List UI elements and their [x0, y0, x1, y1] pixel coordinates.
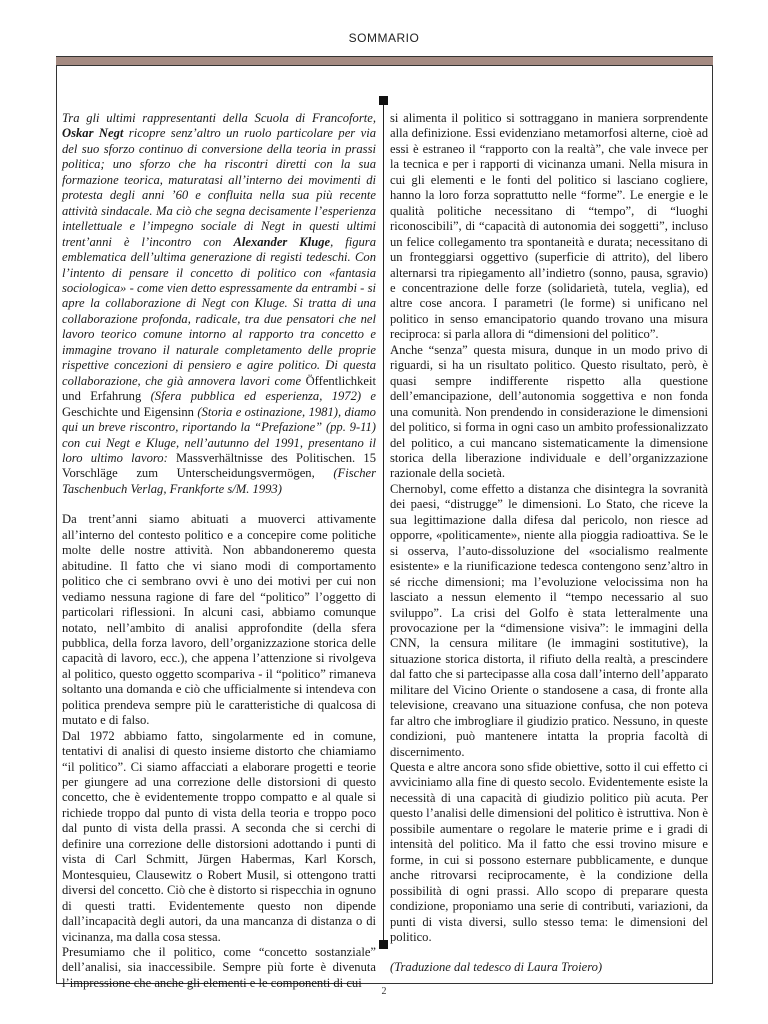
body-paragraph-7: Questa e altre ancora sono sfide obiettive, sotto il cui effetto ci avviciniamo alla fine di questo secolo. Evidentemente esiste la necessità di una capacità di giudizio politico più acuta. Per questo l’analisi delle dimensioni del politico è istruttiva. Non è possibile aumentare o regolare le materie prime e i gradi di intensità del politico. Ma il fatto che essi trovino misure e forme, in cui si possono esternare pubblicamente, e dunque anche ritrovarsi reciprocamente, è la condizione della possibilità di ogni prassi. Allo scopo di preparare questa condizione, proponiamo una serie di contributi, variazioni, da punti di vista diversi, sullo stesso tema: le dimensioni del politico.: [390, 760, 708, 945]
intro-run: Massverhältnisse des Politischen. 15 Vorschläge zum Unterscheidungsvermögen: [62, 450, 376, 481]
right-column: [390, 111, 708, 976]
intro-run: Oskar Negt: [62, 126, 124, 141]
intro-paragraph: [62, 111, 376, 497]
intro-run: (Sfera pubblica ed esperienza, 1972) e: [141, 389, 377, 404]
body-paragraph-6: Chernobyl, come effetto a distanza che disintegra la sovranità dei paesi, “distrugge” le dimensioni. Lo Stato, che riceve la sua legittimazione dalla difesa dal pericolo, non riesce ad opporre, «politicamente», niente alla pioggia radioattiva. Se le si osserva, l’auto-dissoluzione del «socialismo realmente esistente» e la riunificazione tedesca contengono senz’altro in sé ricche dimensioni; ma l’evoluzione velocissima non ha lasciato a nessun elemento il “tempo necessario al suo sviluppo”. La crisi del Golfo è stata letteralmente una provocazione per la “dimensione visiva”: le immagini della CNN, la censura militare (le immagini sostitutive), la situazione storica distorta, il rifiuto della realtà, a prescindere dal fatto che si partecipasse alla cosa dall’interno dell’apparato militare del Vicino Oriente o standosene a casa, di fronte alla televisione, creavano una situazione confusa, che non poteva far altro che imbrogliare il giudizio pratico. Nessuno, in queste condizioni, può mantenere intatta la propria facoltà di discernimento.: [390, 481, 708, 759]
body-paragraph-2: Dal 1972 abbiamo fatto, singolarmente ed in comune, tentativi di analisi di questo insieme distorto che chiamiamo “il politico”. Ci siamo affacciati a elaborare progetti e teorie per giungere ad una correzione delle distorsioni di questo concetto, che è evidentemente troppo compatto e al quale si richiede troppo dal punto di vista della teoria e troppo poco dal punto di vista della prassi. A seconda che si cerchi di definire una correzione delle distorsioni adottando i punti di vista di Carl Schmitt, Jürgen Habermas, Karl Korsch, Montesquieu, Clausewitz o Robert Musil, si ottengono tratti diversi del concetto. Ciò che è distorto si rispecchia in ognuno di questi tratti. Evidentemente questo non dipende dall’incapacità degli autori, da una mancanza di distanza o di vicinanza, ma dalla cosa stessa.: [62, 728, 376, 944]
body-paragraph-4: si alimenta il politico si sottraggano in maniera sorprendente alla definizione. Essi evidenziano metamorfosi alterne, cioè ad essi è estraneo il “rapporto con la realtà”, che vale invece per la tecnica e per i rapporti di vicinanza umani. Nella misura in cui gli elementi e le fonti del politico si lasciano cogliere, hanno la loro forza soprattutto nelle “forme”. Le energie e le qualità politiche necessitano di “tempo”, di “luoghi riconoscibili”, di “capacità di autonomia dei soggetti”, incluso un felice collegamento tra spontaneità e durata; necessitano di un fronteggiarsi oggettivo (superficie di attrito), del libero alternarsi tra ripiegamento all’indietro (sonno, pausa, sgravio) e concentrazione delle forze (solidarietà, tutela, veglia), ed altre cose ancora. I parametri (le forme) si unificano nel politico in senso emancipatorio quando trovano una misura reciproca: si parla allora di “dimensioni del politico”.: [390, 111, 708, 342]
translation-note: (Traduzione dal tedesco di Laura Troiero): [390, 960, 603, 975]
intro-run: , (Fischer Taschenbuch Verlag, Frankforte s/M. 1993): [62, 466, 376, 496]
body-paragraph-5: Anche “senza” questa misura, dunque in un modo privo di riguardi, si ha un risultato politico. Questo risultato, però, è quasi sempre indifferente rispetto alla questione dell’emancipazione, dell’autonomia soggettiva e non fonda una comunità. Non prendendo in considerazione le dimensioni del politico, si forma in ogni caso un ambito professionalizzato del politico, a cui mancano sistematicamente la dimensione storica della liberazione individuale e dell’organizzazione razionale della società.: [390, 342, 708, 481]
divider-top-marker: [379, 96, 388, 105]
intro-run: Geschichte und Eigensinn: [62, 404, 194, 419]
page-header-title: SOMMARIO: [348, 31, 420, 45]
left-column: [62, 111, 376, 991]
body-paragraph-3: Presumiamo che il politico, come “concetto sostanziale” dell’analisi, sia inaccessibile. Sempre più forte è divenuta l’impressione che anche gli elementi e le componenti di cui: [62, 945, 376, 990]
body-paragraph-1: Da trent’anni siamo abituati a muoverci attivamente all’interno del contesto politico e a concepire come politiche molte delle nostre attività. Non abbandoneremo questa abitudine. Il fatto che vi siano modi di comportamento politico che ci sembrano ovvi è uno dei motivi per cui non vediamo nessuna ragione di fare del “politico” l’oggetto di particolari riflessioni. In alcuni casi, abbiamo comunque notato, nell’ambito di analisi approfondite (della sfera pubblica, della forza lavoro, dell’organizzazione storica delle capacità di lavoro, ecc.), che appena l’attenzione si rivolgeva al politico, questo oggetto scompariva - il “politico” rimaneva soltanto una domanda e ciò che ufficialmente si intendeva con politica prendeva sempre più le caratteristiche di qualcosa di mutato e di falso.: [62, 512, 376, 728]
column-divider: [383, 103, 384, 944]
intro-run: , figura emblematica dell’ultima generazione di registi tedeschi. Con l’intento di pensare il concetto di politico con «fantasia sociologica» - come vien detto espressamente da entrambi - si apre la collaborazione di Negt con Kluge. Si tratta di una collaborazione profonda, radicale, tra due pensatori che nel lavoro teorico comune intorno al rapporto tra concetto e immagine trovano il naturale completamento delle proprie rispettive concezioni di pensiero e agire politico. Di questa collaborazione, che già annovera lavori come: [62, 234, 377, 388]
intro-run: ricopre senz’altro un ruolo particolare per via del suo sforzo continuo di conversione della teoria in prassi politica; uno sforzo che ha riscontri diretti con la sua formazione teorica, maturatasi all’interno dei movimenti di protesta degli anni ’60 e confluita nella sua più recente attività sindacale. Ma ciò che segna decisamente l’esperienza intellettuale e l’impegno sociale di Negt in questi ultimi trent’anni è l’incontro con: [62, 126, 377, 249]
header-band: [56, 56, 713, 66]
divider-bottom-marker: [379, 940, 388, 949]
intro-run: Alexander Kluge: [233, 234, 331, 249]
intro-run: Öffentlichkeit und Erfahrung: [62, 373, 376, 404]
intro-run: Tra gli ultimi rappresentanti della Scuola di Francoforte,: [62, 111, 376, 125]
page-number: 2: [381, 986, 387, 997]
intro-run: (Storia e ostinazione, 1981), diamo qui un breve riscontro, riportando la “Prefazione” (pp. 9-11) con cui Negt e Kluge, nell’autunno del 1991, presentano il loro ultimo lavoro:: [62, 404, 376, 465]
